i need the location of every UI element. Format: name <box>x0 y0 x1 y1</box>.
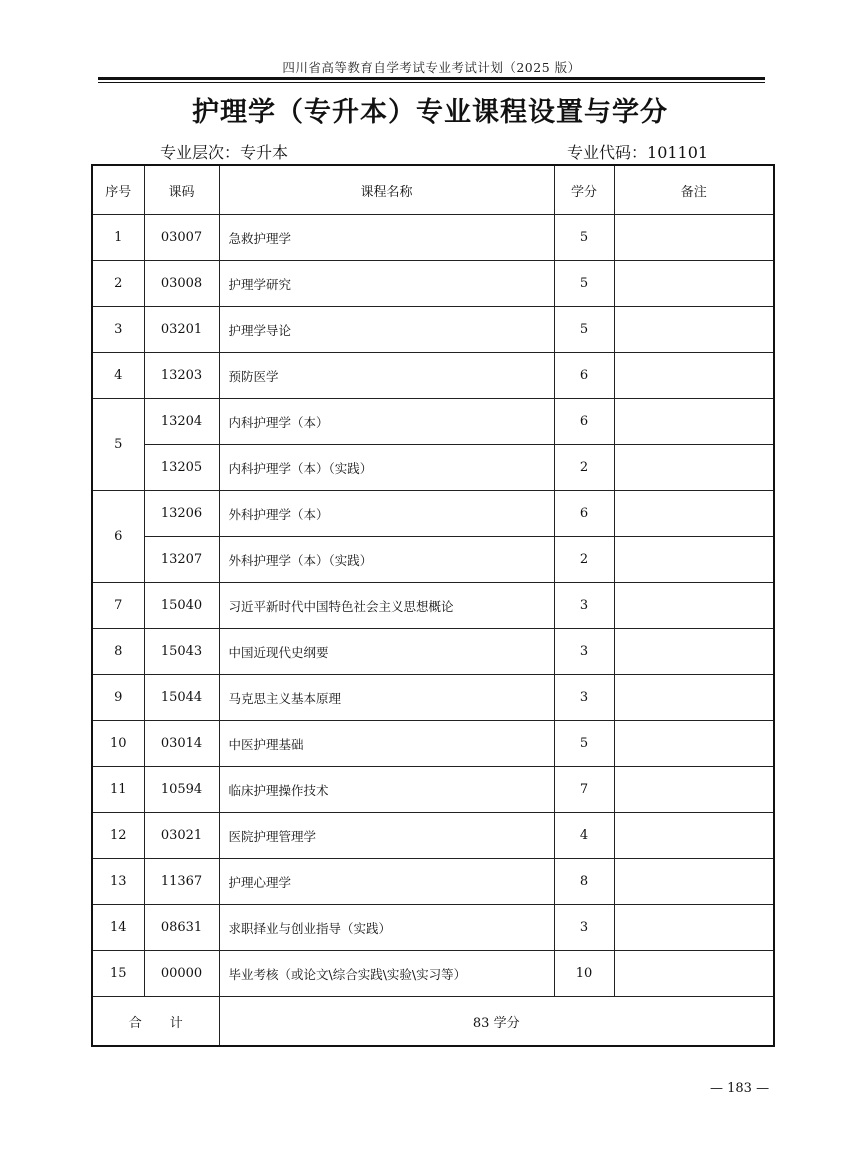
cell-note <box>614 399 774 445</box>
table-row <box>92 813 774 859</box>
major-code-value: 101101 <box>647 143 709 162</box>
cell-name: 求职择业与创业指导（实践） <box>219 905 554 951</box>
cell-credit: 6 <box>554 353 614 399</box>
table-header-row <box>92 165 774 215</box>
cell-name: 内科护理学（本） <box>219 399 554 445</box>
cell-name: 中医护理基础 <box>219 721 554 767</box>
cell-no: 15 <box>92 951 144 997</box>
cell-name: 医院护理管理学 <box>219 813 554 859</box>
cell-name: 护理心理学 <box>219 859 554 905</box>
table-row <box>92 215 774 261</box>
header-credit: 学分 <box>554 165 614 215</box>
cell-code: 03014 <box>144 721 219 767</box>
total-label: 合计 <box>92 997 219 1047</box>
cell-name: 毕业考核（或论文\综合实践\实验\实习等） <box>219 951 554 997</box>
table-row <box>92 675 774 721</box>
cell-note <box>614 905 774 951</box>
cell-credit: 2 <box>554 445 614 491</box>
cell-code: 10594 <box>144 767 219 813</box>
cell-note <box>614 353 774 399</box>
cell-no: 10 <box>92 721 144 767</box>
cell-note <box>614 951 774 997</box>
cell-code: 03008 <box>144 261 219 307</box>
cell-code: 15043 <box>144 629 219 675</box>
cell-name: 临床护理操作技术 <box>219 767 554 813</box>
cell-code: 00000 <box>144 951 219 997</box>
table-row <box>92 721 774 767</box>
cell-name: 习近平新时代中国特色社会主义思想概论 <box>219 583 554 629</box>
cell-credit: 5 <box>554 215 614 261</box>
cell-credit: 7 <box>554 767 614 813</box>
table-row <box>92 905 774 951</box>
major-level-label: 专业层次： <box>160 143 241 162</box>
table-row <box>92 353 774 399</box>
cell-code: 13204 <box>144 399 219 445</box>
cell-note <box>614 215 774 261</box>
cell-code: 13205 <box>144 445 219 491</box>
header-name: 课程名称 <box>219 165 554 215</box>
cell-no: 2 <box>92 261 144 307</box>
cell-credit: 10 <box>554 951 614 997</box>
cell-code: 08631 <box>144 905 219 951</box>
cell-name: 护理学研究 <box>219 261 554 307</box>
cell-name: 护理学导论 <box>219 307 554 353</box>
cell-credit: 5 <box>554 307 614 353</box>
cell-no: 1 <box>92 215 144 261</box>
table-row <box>92 307 774 353</box>
cell-name: 内科护理学（本）（实践） <box>219 445 554 491</box>
total-value: 83 学分 <box>219 997 774 1047</box>
table-row <box>92 261 774 307</box>
table-row <box>92 537 774 583</box>
cell-code: 03007 <box>144 215 219 261</box>
major-code <box>567 140 708 163</box>
running-head: 四川省高等教育自学考试专业考试计划（2025 版） <box>282 60 581 75</box>
cell-code: 11367 <box>144 859 219 905</box>
cell-credit: 3 <box>554 629 614 675</box>
cell-note <box>614 767 774 813</box>
page-number: — 183 — <box>710 1081 770 1096</box>
cell-name: 预防医学 <box>219 353 554 399</box>
cell-credit: 5 <box>554 721 614 767</box>
cell-credit: 8 <box>554 859 614 905</box>
cell-note <box>614 721 774 767</box>
cell-no: 14 <box>92 905 144 951</box>
cell-note <box>614 675 774 721</box>
cell-code: 15044 <box>144 675 219 721</box>
cell-code: 15040 <box>144 583 219 629</box>
table-row <box>92 859 774 905</box>
cell-no: 12 <box>92 813 144 859</box>
cell-note <box>614 491 774 537</box>
cell-no: 5 <box>92 399 144 491</box>
cell-no: 3 <box>92 307 144 353</box>
cell-credit: 3 <box>554 675 614 721</box>
table-row <box>92 399 774 445</box>
header-note: 备注 <box>614 165 774 215</box>
cell-name: 马克思主义基本原理 <box>219 675 554 721</box>
table-row <box>92 491 774 537</box>
header-no: 序号 <box>92 165 144 215</box>
cell-code: 13206 <box>144 491 219 537</box>
cell-no: 4 <box>92 353 144 399</box>
cell-code: 03021 <box>144 813 219 859</box>
cell-no: 11 <box>92 767 144 813</box>
course-table <box>91 164 775 1047</box>
cell-no: 8 <box>92 629 144 675</box>
cell-credit: 5 <box>554 261 614 307</box>
cell-name: 急救护理学 <box>219 215 554 261</box>
table-row <box>92 583 774 629</box>
table-row <box>92 767 774 813</box>
cell-name: 外科护理学（本） <box>219 491 554 537</box>
table-row <box>92 951 774 997</box>
cell-name: 中国近现代史纲要 <box>219 629 554 675</box>
major-code-label: 专业代码： <box>567 143 648 162</box>
cell-credit: 6 <box>554 399 614 445</box>
cell-credit: 3 <box>554 583 614 629</box>
cell-credit: 4 <box>554 813 614 859</box>
cell-credit: 2 <box>554 537 614 583</box>
header-rule-thick <box>98 77 765 80</box>
table-row <box>92 629 774 675</box>
table-row <box>92 445 774 491</box>
header-rule-thin <box>98 82 765 84</box>
cell-note <box>614 583 774 629</box>
page-title: 护理学（专升本）专业课程设置与学分 <box>192 97 668 128</box>
header-code: 课码 <box>144 165 219 215</box>
cell-no: 6 <box>92 491 144 583</box>
cell-credit: 3 <box>554 905 614 951</box>
cell-code: 03201 <box>144 307 219 353</box>
major-level-value: 专升本 <box>240 143 289 162</box>
cell-code: 13207 <box>144 537 219 583</box>
cell-note <box>614 445 774 491</box>
cell-no: 7 <box>92 583 144 629</box>
cell-note <box>614 813 774 859</box>
cell-note <box>614 537 774 583</box>
total-row <box>92 997 774 1047</box>
cell-note <box>614 629 774 675</box>
cell-note <box>614 261 774 307</box>
cell-credit: 6 <box>554 491 614 537</box>
cell-no: 13 <box>92 859 144 905</box>
cell-note <box>614 859 774 905</box>
cell-note <box>614 307 774 353</box>
cell-code: 13203 <box>144 353 219 399</box>
major-level <box>160 140 288 163</box>
cell-name: 外科护理学（本）（实践） <box>219 537 554 583</box>
cell-no: 9 <box>92 675 144 721</box>
